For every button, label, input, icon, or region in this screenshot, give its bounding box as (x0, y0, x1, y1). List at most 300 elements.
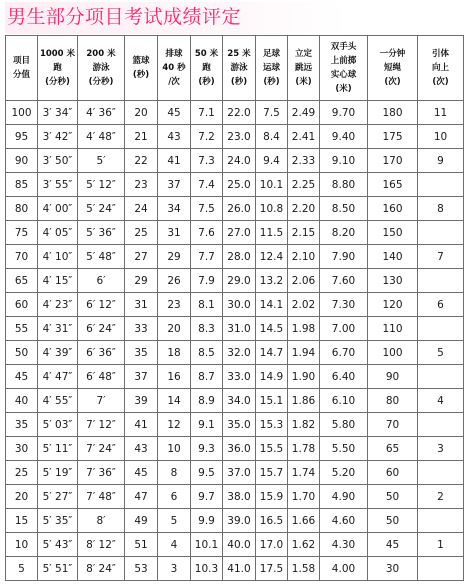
table-cell: 22 (125, 149, 158, 173)
table-cell: 21 (125, 125, 158, 149)
table-cell: 14.7 (256, 341, 288, 365)
table-cell: 6.70 (320, 341, 368, 365)
table-cell: 5.80 (320, 413, 368, 437)
table-cell: 9.3 (191, 437, 223, 461)
table-cell: 14 (158, 389, 191, 413)
table-cell: 7.4 (191, 173, 223, 197)
column-header-line: 1000 米 (39, 49, 76, 59)
page-title: 男生部分项目考试成绩评定 (5, 2, 461, 34)
table-cell: 4′ 55″ (38, 389, 78, 413)
table-cell: 26.0 (223, 197, 256, 221)
table-cell: 8.3 (191, 317, 223, 341)
table-cell: 7.9 (191, 269, 223, 293)
table-row (6, 533, 464, 557)
table-cell: 1.58 (288, 557, 320, 581)
table-cell: 28.0 (223, 245, 256, 269)
score-cell: 100 (6, 101, 38, 125)
table-cell: 33 (125, 317, 158, 341)
table-cell: 20 (125, 101, 158, 125)
table-cell: 41 (125, 413, 158, 437)
table-cell: 10 (418, 125, 464, 149)
column-header-line: 足球 (262, 49, 280, 59)
table-cell (418, 557, 464, 581)
column-header (191, 36, 223, 101)
table-cell: 7′ (78, 389, 125, 413)
table-cell: 4 (158, 533, 191, 557)
column-header-line: 篮球 (132, 56, 150, 66)
table-cell (418, 221, 464, 245)
table-cell: 45 (125, 461, 158, 485)
table-cell: 9.10 (320, 149, 368, 173)
table-cell: 170 (368, 149, 418, 173)
table-cell: 39 (125, 389, 158, 413)
table-cell: 10.8 (256, 197, 288, 221)
score-cell: 80 (6, 197, 38, 221)
table-cell: 5′ 43″ (38, 533, 78, 557)
table-cell: 37 (158, 173, 191, 197)
table-cell: 100 (368, 341, 418, 365)
table-cell: 23 (125, 173, 158, 197)
table-cell: 2.49 (288, 101, 320, 125)
column-header (223, 36, 256, 101)
table-cell: 7 (418, 245, 464, 269)
table-cell: 6′ 48″ (78, 365, 125, 389)
table-cell: 7.30 (320, 293, 368, 317)
table-cell: 15.5 (256, 437, 288, 461)
table-cell (418, 173, 464, 197)
table-cell: 15.7 (256, 461, 288, 485)
table-cell: 43 (125, 437, 158, 461)
table-cell (418, 461, 464, 485)
table-cell: 49 (125, 509, 158, 533)
score-cell: 25 (6, 461, 38, 485)
table-cell: 150 (368, 221, 418, 245)
table-cell: 2 (418, 485, 464, 509)
table-cell: 4′ 39″ (38, 341, 78, 365)
table-cell: 1.70 (288, 485, 320, 509)
table-cell: 31 (125, 293, 158, 317)
table-cell (418, 317, 464, 341)
table-cell: 7′ 24″ (78, 437, 125, 461)
score-cell: 85 (6, 173, 38, 197)
table-cell: 3 (418, 437, 464, 461)
table-cell: 2.15 (288, 221, 320, 245)
table-cell: 27.0 (223, 221, 256, 245)
table-cell: 7.00 (320, 317, 368, 341)
table-cell: 2.10 (288, 245, 320, 269)
table-cell: 4′ 10″ (38, 245, 78, 269)
table-cell: 80 (368, 389, 418, 413)
table-row (6, 485, 464, 509)
table-cell: 6′ 36″ (78, 341, 125, 365)
table-cell: 45 (368, 533, 418, 557)
table-cell: 39.0 (223, 509, 256, 533)
table-cell: 14.9 (256, 365, 288, 389)
table-cell: 34.0 (223, 389, 256, 413)
column-header-line: 引体 (431, 49, 449, 59)
table-cell: 6′ 12″ (78, 293, 125, 317)
score-cell: 40 (6, 389, 38, 413)
table-cell: 47 (125, 485, 158, 509)
table-cell: 1.74 (288, 461, 320, 485)
table-cell: 14.1 (256, 293, 288, 317)
table-cell: 8.1 (191, 293, 223, 317)
table-cell: 10.1 (191, 533, 223, 557)
table-cell: 4′ 47″ (38, 365, 78, 389)
table-cell: 2.33 (288, 149, 320, 173)
column-header-line: 200 米 (86, 49, 116, 59)
table-cell: 23.0 (223, 125, 256, 149)
table-row (6, 293, 464, 317)
score-cell: 90 (6, 149, 38, 173)
table-cell: 5′ 19″ (38, 461, 78, 485)
table-cell: 9.1 (191, 413, 223, 437)
table-body (6, 101, 464, 581)
table-cell: 2.41 (288, 125, 320, 149)
table-cell: 1.86 (288, 389, 320, 413)
table-cell: 5′ 12″ (78, 173, 125, 197)
table-cell: 5′ 03″ (38, 413, 78, 437)
table-cell: 5.50 (320, 437, 368, 461)
table-cell: 10.1 (256, 173, 288, 197)
table-cell: 1.82 (288, 413, 320, 437)
score-cell: 75 (6, 221, 38, 245)
table-cell: 9 (418, 149, 464, 173)
table-cell: 45 (158, 101, 191, 125)
score-cell: 30 (6, 437, 38, 461)
table-cell: 130 (368, 269, 418, 293)
table-cell: 30 (368, 557, 418, 581)
table-cell: 2.06 (288, 269, 320, 293)
table-cell: 4′ 48″ (78, 125, 125, 149)
table-cell (418, 413, 464, 437)
table-cell: 12.4 (256, 245, 288, 269)
table-cell: 5.20 (320, 461, 368, 485)
table-cell: 1 (418, 533, 464, 557)
table-cell: 175 (368, 125, 418, 149)
table-cell: 1.66 (288, 509, 320, 533)
table-cell: 4′ 23″ (38, 293, 78, 317)
table-cell: 4′ 31″ (38, 317, 78, 341)
table-cell: 1.62 (288, 533, 320, 557)
table-cell: 180 (368, 101, 418, 125)
table-row (6, 437, 464, 461)
table-cell: 90 (368, 365, 418, 389)
table-cell: 7.90 (320, 245, 368, 269)
column-header (288, 36, 320, 101)
table-cell: 8.20 (320, 221, 368, 245)
table-cell: 38.0 (223, 485, 256, 509)
table-cell: 5′ 35″ (38, 509, 78, 533)
table-cell: 51 (125, 533, 158, 557)
column-header-line: 25 米 (227, 49, 251, 59)
table-cell: 110 (368, 317, 418, 341)
score-cell: 15 (6, 509, 38, 533)
table-cell: 2.25 (288, 173, 320, 197)
score-table (5, 35, 464, 581)
table-cell: 40.0 (223, 533, 256, 557)
table-cell: 4′ 05″ (38, 221, 78, 245)
table-row (6, 149, 464, 173)
table-cell: 5 (158, 509, 191, 533)
table-cell: 29.0 (223, 269, 256, 293)
table-cell: 16.5 (256, 509, 288, 533)
table-row (6, 173, 464, 197)
column-header (125, 36, 158, 101)
table-cell: 8.5 (191, 341, 223, 365)
score-cell: 50 (6, 341, 38, 365)
table-row (6, 269, 464, 293)
table-row (6, 197, 464, 221)
score-cell: 70 (6, 245, 38, 269)
table-cell: 15.1 (256, 389, 288, 413)
table-cell: 14.5 (256, 317, 288, 341)
column-header-line: 50 米 (194, 49, 219, 59)
table-cell: 7.1 (191, 101, 223, 125)
table-cell: 8′ (78, 509, 125, 533)
column-header-line: 排球 (165, 49, 183, 59)
table-cell: 18 (158, 341, 191, 365)
table-cell: 35.0 (223, 413, 256, 437)
table-cell: 50 (368, 485, 418, 509)
table-cell: 29 (125, 269, 158, 293)
table-cell (418, 365, 464, 389)
score-cell: 55 (6, 317, 38, 341)
column-header-line: 双手头 (330, 42, 357, 52)
table-cell: 165 (368, 173, 418, 197)
column-header-line: 游泳 (230, 63, 248, 73)
table-cell: 7′ 36″ (78, 461, 125, 485)
table-cell: 8.80 (320, 173, 368, 197)
column-header-line: 运球 (262, 63, 280, 73)
table-cell: 11.5 (256, 221, 288, 245)
table-cell: 8′ 24″ (78, 557, 125, 581)
table-cell: 29 (158, 245, 191, 269)
table-cell: 31.0 (223, 317, 256, 341)
column-header-line: 项目 (12, 56, 30, 66)
table-cell: 13.2 (256, 269, 288, 293)
table-cell: 5′ (78, 149, 125, 173)
table-cell: 8.4 (256, 125, 288, 149)
column-header-line: 游泳 (92, 63, 110, 73)
column-header (418, 36, 464, 101)
table-cell: 60 (368, 461, 418, 485)
column-header-line: 跑 (202, 63, 211, 73)
table-cell: 7′ 12″ (78, 413, 125, 437)
column-header-line: 40 秒 (162, 63, 186, 73)
table-cell: 120 (368, 293, 418, 317)
column-header-line: (次) (384, 77, 401, 87)
column-header-line: (分秒) (88, 77, 114, 87)
table-cell: 9.40 (320, 125, 368, 149)
column-header-line: 分值 (12, 70, 30, 80)
table-cell: 27 (125, 245, 158, 269)
column-header-line: (秒) (198, 77, 215, 87)
column-header-line: 上前掷 (330, 56, 357, 66)
score-cell: 95 (6, 125, 38, 149)
column-header (320, 36, 368, 101)
table-row (6, 413, 464, 437)
table-row (6, 557, 464, 581)
table-cell: 17.0 (256, 533, 288, 557)
table-cell: 140 (368, 245, 418, 269)
table-cell: 10.3 (191, 557, 223, 581)
column-header-line: (秒) (230, 77, 248, 87)
table-cell: 4.60 (320, 509, 368, 533)
table-cell: 7′ 48″ (78, 485, 125, 509)
table-cell: 8.9 (191, 389, 223, 413)
column-header-line: (米) (295, 77, 312, 87)
column-header (38, 36, 78, 101)
table-cell: 7.2 (191, 125, 223, 149)
table-cell: 5 (418, 341, 464, 365)
table-cell: 41 (158, 149, 191, 173)
table-cell (418, 269, 464, 293)
table-cell: 6.10 (320, 389, 368, 413)
table-cell: 5′ 27″ (38, 485, 78, 509)
score-cell: 65 (6, 269, 38, 293)
table-cell (418, 509, 464, 533)
table-cell: 53 (125, 557, 158, 581)
column-header-line: 短绳 (383, 63, 401, 73)
table-cell: 3 (158, 557, 191, 581)
table-cell: 4′ 15″ (38, 269, 78, 293)
table-cell: 160 (368, 197, 418, 221)
table-cell: 4.30 (320, 533, 368, 557)
table-cell: 34 (158, 197, 191, 221)
score-cell: 10 (6, 533, 38, 557)
table-cell: 26 (158, 269, 191, 293)
table-cell: 11 (418, 101, 464, 125)
column-header (256, 36, 288, 101)
column-header-line: /次 (168, 77, 180, 87)
table-cell: 8′ 12″ (78, 533, 125, 557)
table-cell: 33.0 (223, 365, 256, 389)
table-cell: 12 (158, 413, 191, 437)
column-header-line: (分秒) (45, 77, 70, 87)
column-header (6, 36, 38, 101)
score-cell: 5 (6, 557, 38, 581)
table-cell: 15.9 (256, 485, 288, 509)
table-row (6, 389, 464, 413)
table-cell: 5′ 11″ (38, 437, 78, 461)
table-cell: 9.5 (191, 461, 223, 485)
column-header-line: (秒) (132, 70, 150, 80)
table-cell: 4.90 (320, 485, 368, 509)
table-cell: 70 (368, 413, 418, 437)
table-cell: 1.78 (288, 437, 320, 461)
score-cell: 45 (6, 365, 38, 389)
table-cell: 9.70 (320, 101, 368, 125)
table-cell: 41.0 (223, 557, 256, 581)
column-header (158, 36, 191, 101)
table-cell: 31 (158, 221, 191, 245)
column-header-line: (米) (335, 84, 352, 94)
table-row (6, 101, 464, 125)
table-cell: 37 (125, 365, 158, 389)
table-cell: 3′ 42″ (38, 125, 78, 149)
table-cell: 7.6 (191, 221, 223, 245)
table-cell: 5′ 51″ (38, 557, 78, 581)
table-cell: 36.0 (223, 437, 256, 461)
column-header-line: 跳远 (294, 63, 312, 73)
table-row (6, 245, 464, 269)
table-cell: 4′ 36″ (78, 101, 125, 125)
column-header-line: 跑 (53, 63, 62, 73)
table-cell: 25 (125, 221, 158, 245)
table-cell: 9.9 (191, 509, 223, 533)
table-cell: 9.4 (256, 149, 288, 173)
table-cell: 10 (158, 437, 191, 461)
table-row (6, 461, 464, 485)
column-header (368, 36, 418, 101)
table-row (6, 125, 464, 149)
table-cell: 24 (125, 197, 158, 221)
table-cell: 24.0 (223, 149, 256, 173)
table-cell: 3′ 50″ (38, 149, 78, 173)
table-cell: 16 (158, 365, 191, 389)
table-cell: 7.7 (191, 245, 223, 269)
table-cell: 15.3 (256, 413, 288, 437)
table-cell: 8.7 (191, 365, 223, 389)
table-cell: 65 (368, 437, 418, 461)
table-cell: 35 (125, 341, 158, 365)
table-cell: 2.20 (288, 197, 320, 221)
score-cell: 60 (6, 293, 38, 317)
score-cell: 20 (6, 485, 38, 509)
table-cell: 6.40 (320, 365, 368, 389)
table-cell: 2.02 (288, 293, 320, 317)
table-cell: 1.90 (288, 365, 320, 389)
table-cell: 20 (158, 317, 191, 341)
table-row (6, 317, 464, 341)
table-cell: 6′ (78, 269, 125, 293)
table-cell: 25.0 (223, 173, 256, 197)
column-header-line: (秒) (263, 77, 280, 87)
column-header (78, 36, 125, 101)
table-cell: 6′ 24″ (78, 317, 125, 341)
table-cell: 7.60 (320, 269, 368, 293)
table-cell: 5′ 48″ (78, 245, 125, 269)
header-row (6, 36, 464, 101)
table-cell: 37.0 (223, 461, 256, 485)
table-cell: 3′ 34″ (38, 101, 78, 125)
table-cell: 6 (158, 485, 191, 509)
table-cell: 8.50 (320, 197, 368, 221)
column-header-line: (次) (432, 77, 449, 87)
table-row (6, 365, 464, 389)
table-cell: 7.3 (191, 149, 223, 173)
table-cell: 22.0 (223, 101, 256, 125)
table-cell: 5′ 36″ (78, 221, 125, 245)
table-cell: 1.98 (288, 317, 320, 341)
table-cell: 50 (368, 509, 418, 533)
table-cell: 23 (158, 293, 191, 317)
table-header (6, 36, 464, 101)
table-row (6, 509, 464, 533)
table-cell: 6 (418, 293, 464, 317)
table-cell: 43 (158, 125, 191, 149)
table-cell: 8 (418, 197, 464, 221)
table-cell: 9.7 (191, 485, 223, 509)
table-cell: 32.0 (223, 341, 256, 365)
column-header-line: 向上 (431, 63, 449, 73)
table-cell: 1.94 (288, 341, 320, 365)
table-cell: 4′ 00″ (38, 197, 78, 221)
column-header-line: 立定 (294, 49, 312, 59)
table-cell: 8 (158, 461, 191, 485)
table-cell: 3′ 55″ (38, 173, 78, 197)
